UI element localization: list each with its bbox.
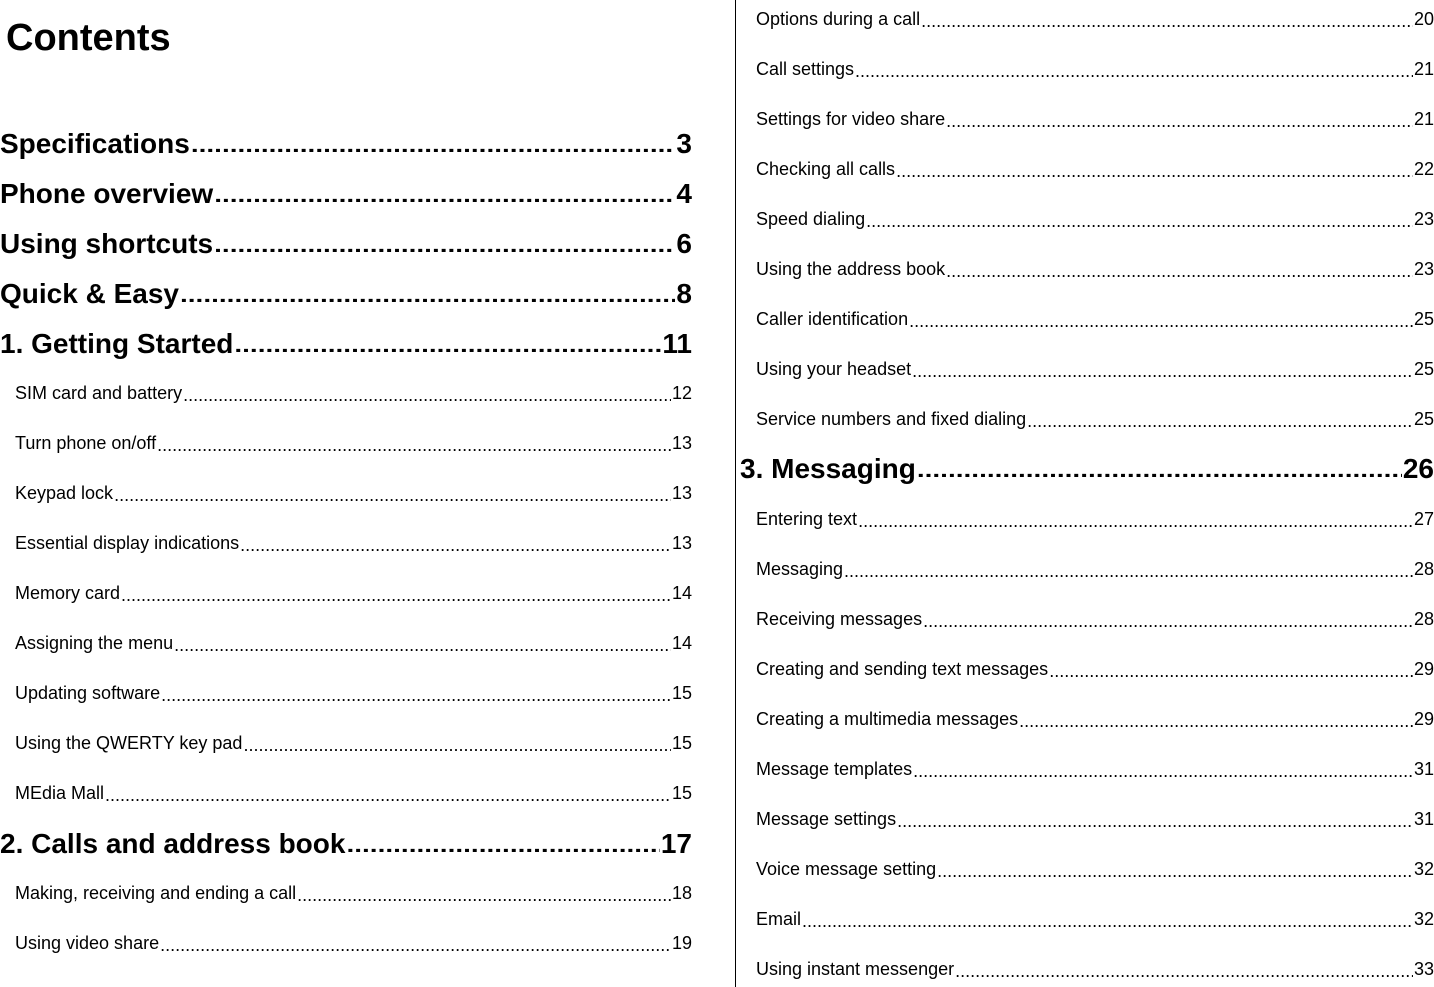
dot-leader [923,615,1413,627]
toc-entry-label: Creating and sending text messages [756,658,1049,679]
toc-entry-page: 15 [671,682,692,703]
toc-entry-page: 8 [676,278,692,309]
dot-leader [174,639,671,651]
dot-leader [243,739,671,751]
dot-leader [240,539,671,551]
toc-entry-label: Making, receiving and ending a call [15,882,297,903]
toc-entry[interactable] [0,876,692,910]
toc-entry-label: Assigning the menu [15,632,174,653]
toc-entry[interactable] [740,152,1434,186]
toc-entry-page: 3 [676,128,692,159]
toc-entry[interactable] [740,702,1434,736]
dot-leader [921,15,1413,27]
toc-entry-label: Service numbers and fixed dialing [756,408,1027,429]
toc-entry-page: 23 [1413,208,1434,229]
toc-entry-page: 19 [671,932,692,953]
dot-leader [183,389,671,401]
toc-entry-page: 32 [1413,908,1434,929]
dot-leader [346,836,659,852]
dot-leader [897,815,1413,827]
toc-entry[interactable] [740,552,1434,586]
toc-entry[interactable] [740,802,1434,836]
toc-entry-label: Using the QWERTY key pad [15,732,243,753]
toc-entry[interactable] [740,2,1434,36]
dot-leader [1027,415,1413,427]
dot-leader [297,889,671,901]
toc-entry-label: Call settings [756,58,855,79]
toc-entry[interactable] [740,102,1434,136]
dot-leader [1049,665,1413,677]
toc-entry-label: Creating a multimedia messages [756,708,1019,729]
toc-entry-page: 28 [1413,558,1434,579]
toc-entry-label: Essential display indications [15,532,240,553]
toc-entry-page: 23 [1413,258,1434,279]
toc-entry-label: Memory card [15,582,121,603]
toc-entry-label: Using instant messenger [756,958,955,979]
dot-leader [946,115,1413,127]
toc-entry-label: Speed dialing [756,208,866,229]
dot-leader [866,215,1413,227]
toc-entry-label: Options during a call [756,8,921,29]
toc-entry[interactable] [0,277,692,311]
toc-entry-page: 31 [1413,808,1434,829]
dot-leader [896,165,1413,177]
toc-entry-page: 29 [1413,708,1434,729]
toc-entry[interactable] [0,177,692,211]
toc-entry[interactable] [0,676,692,710]
toc-entry-label: Keypad lock [15,482,114,503]
toc-entry-page: 25 [1413,358,1434,379]
toc-entry-page: 14 [671,582,692,603]
toc-entry-page: 6 [676,228,692,259]
toc-entry-label: Updating software [15,682,161,703]
toc-entry-label: Checking all calls [756,158,896,179]
toc-entry[interactable] [740,902,1434,936]
toc-entry-label: 1. Getting Started [0,328,234,359]
toc-entry-label: Messaging [756,558,844,579]
toc-entry[interactable] [740,302,1434,336]
toc-entry-page: 13 [671,532,692,553]
dot-leader [161,689,671,701]
toc-entry[interactable] [740,252,1434,286]
dot-leader [955,965,1413,977]
toc-entry-page: 25 [1413,308,1434,329]
toc-entry-page: 17 [660,828,692,859]
toc-entry-page: 13 [671,432,692,453]
toc-entry[interactable] [740,502,1434,536]
dot-leader [937,865,1413,877]
dot-leader [913,765,1413,777]
toc-entry[interactable] [740,402,1434,436]
toc-entry-page: 27 [1413,508,1434,529]
toc-entry-label: Receiving messages [756,608,923,629]
toc-entry[interactable] [0,376,692,410]
toc-entry-label: 3. Messaging [740,453,916,484]
toc-entry-label: Email [756,908,802,929]
dot-leader [114,489,671,501]
toc-entry-page: 26 [1402,453,1434,484]
toc-entry-page: 18 [671,882,692,903]
page-title: Contents [6,17,171,59]
toc-entry-page: 21 [1413,58,1434,79]
dot-leader [1019,715,1413,727]
toc-entry[interactable] [0,127,692,161]
toc-entry[interactable] [740,652,1434,686]
dot-leader [912,365,1413,377]
toc-entry[interactable] [740,952,1434,986]
toc-entry-page: 12 [671,382,692,403]
dot-leader [214,236,675,252]
toc-entry[interactable] [0,476,692,510]
toc-entry[interactable] [0,776,692,810]
toc-entry-page: 20 [1413,8,1434,29]
toc-entry-page: 31 [1413,758,1434,779]
toc-entry[interactable] [0,227,692,261]
toc-entry[interactable] [0,827,692,861]
toc-entry-label: Message settings [756,808,897,829]
dot-leader [855,65,1413,77]
dot-leader [160,939,671,951]
dot-leader [214,186,675,202]
toc-entry-page: 22 [1413,158,1434,179]
toc-entry[interactable] [0,726,692,760]
toc-entry-page: 32 [1413,858,1434,879]
toc-entry-label: Specifications [0,128,190,159]
toc-entry[interactable] [740,752,1434,786]
toc-entry-label: Using your headset [756,358,912,379]
dot-leader [844,565,1413,577]
toc-entry-label: Settings for video share [756,108,946,129]
toc-entry-label: Using video share [15,932,160,953]
toc-entry-label: Caller identification [756,308,909,329]
toc-entry[interactable] [0,426,692,460]
dot-leader [105,789,671,801]
toc-entry-label: Voice message setting [756,858,937,879]
dot-leader [121,589,671,601]
toc-entry[interactable] [0,626,692,660]
toc-entry-page: 13 [671,482,692,503]
toc-entry-label: Using shortcuts [0,228,214,259]
dot-leader [909,315,1413,327]
toc-entry-label: SIM card and battery [15,382,183,403]
toc-entry-label: Message templates [756,758,913,779]
toc-entry-label: Entering text [756,508,858,529]
dot-leader [180,286,675,302]
toc-entry-page: 29 [1413,658,1434,679]
toc-entry-label: 2. Calls and address book [0,828,346,859]
toc-entry[interactable] [0,327,692,361]
toc-entry-page: 15 [671,782,692,803]
dot-leader [157,439,671,451]
dot-leader [191,136,676,152]
column-divider [735,0,736,987]
toc-entry-label: MEdia Mall [15,782,105,803]
toc-entry-label: Using the address book [756,258,946,279]
toc-entry[interactable] [0,576,692,610]
toc-entry-label: Quick & Easy [0,278,179,309]
toc-entry-label: Turn phone on/off [15,432,157,453]
toc-entry[interactable] [740,352,1434,386]
toc-entry-label: Phone overview [0,178,214,209]
toc-entry[interactable] [0,526,692,560]
dot-leader [946,265,1413,277]
toc-entry-page: 11 [662,328,692,359]
toc-entry-page: 28 [1413,608,1434,629]
dot-leader [858,515,1413,527]
toc-entry[interactable] [0,926,692,960]
toc-entry[interactable] [740,852,1434,886]
toc-entry[interactable] [740,602,1434,636]
dot-leader [802,915,1413,927]
dot-leader [234,336,661,352]
toc-entry[interactable] [740,202,1434,236]
toc-entry-page: 33 [1413,958,1434,979]
dot-leader [917,461,1402,477]
toc-entry[interactable] [740,52,1434,86]
toc-entry-page: 4 [676,178,692,209]
toc-entry-page: 21 [1413,108,1434,129]
toc-entry-page: 14 [671,632,692,653]
toc-entry-page: 15 [671,732,692,753]
toc-entry[interactable] [740,452,1434,486]
toc-entry-page: 25 [1413,408,1434,429]
